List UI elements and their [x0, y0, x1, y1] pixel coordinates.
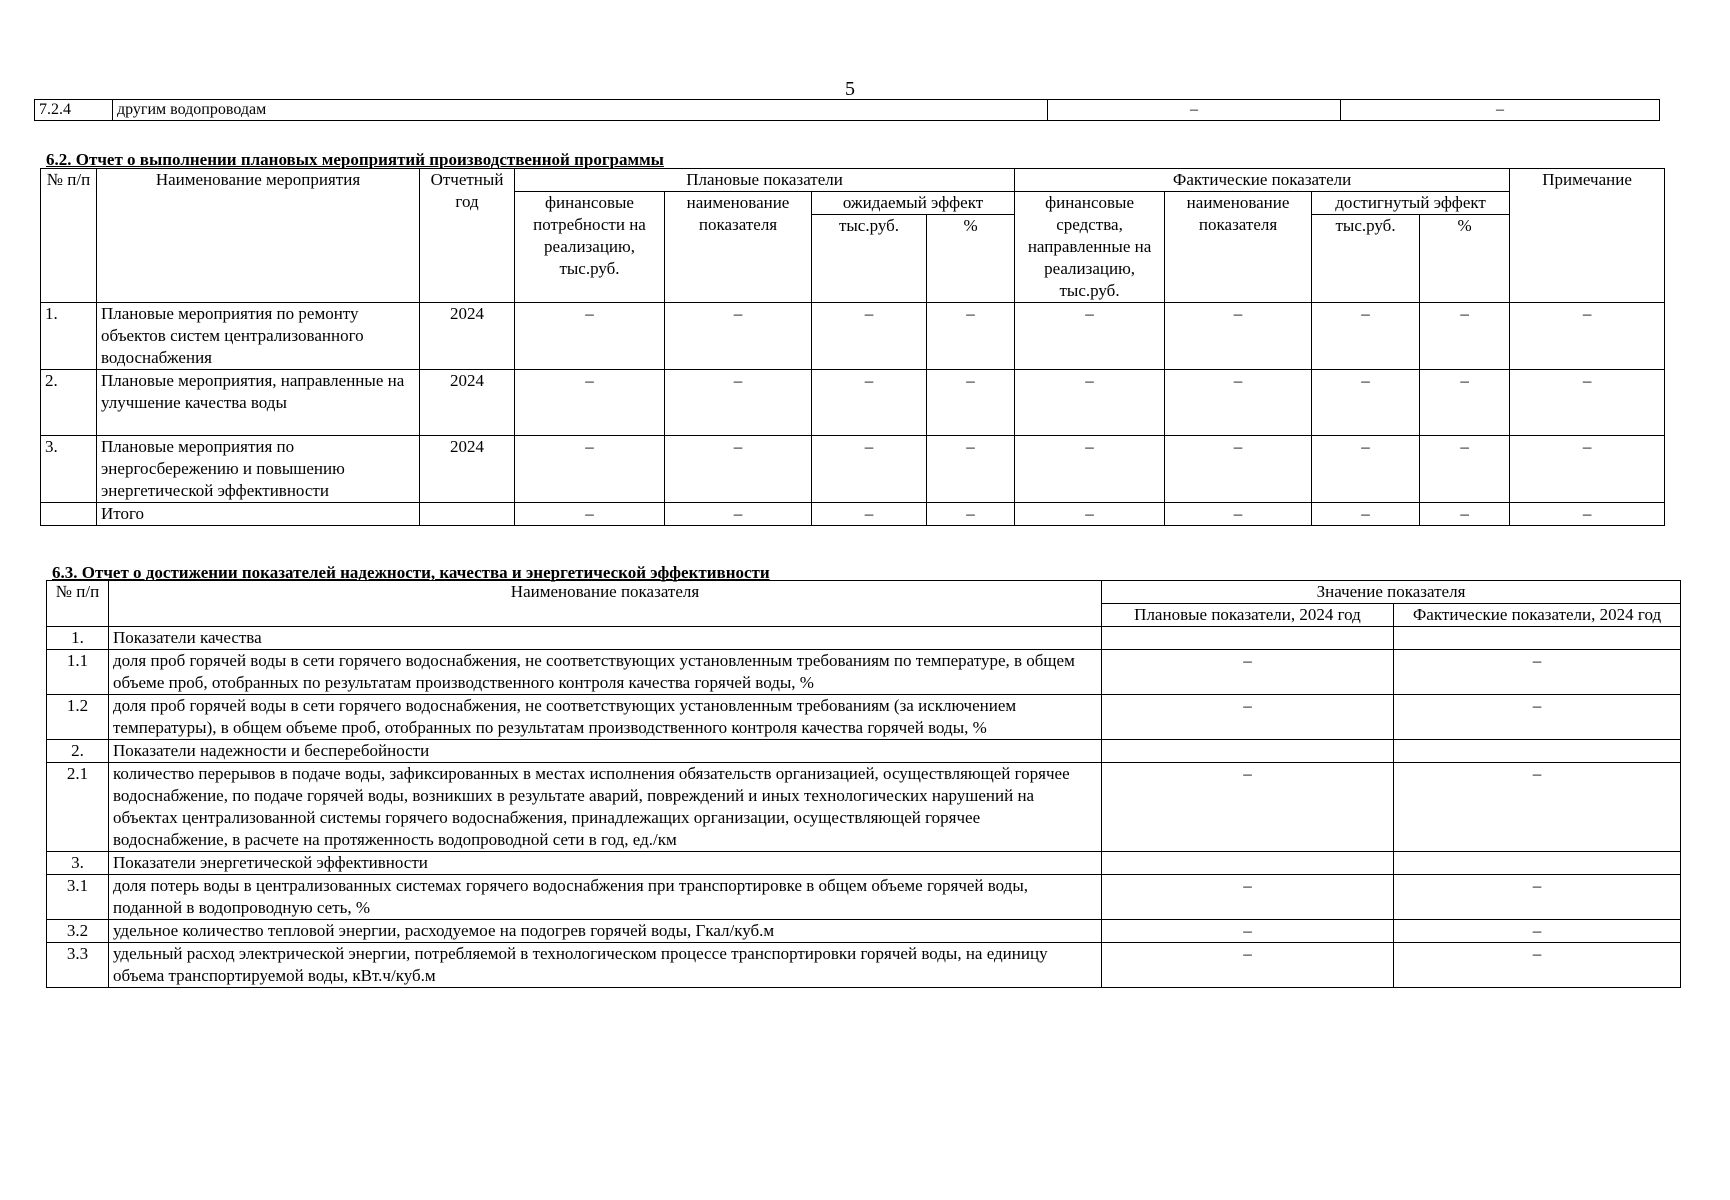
table-row [47, 695, 1681, 740]
row-number: 1. [47, 627, 109, 650]
row-value: – [665, 303, 812, 370]
header-name: Наименование показателя [109, 581, 1102, 627]
row-actual: – [1394, 650, 1681, 695]
row-value: – [927, 503, 1015, 526]
row-name: Показатели энергетической эффективности [109, 852, 1102, 875]
header-plan-ind: наименование показателя [665, 192, 812, 303]
row-number: 3.3 [47, 943, 109, 988]
row-planned: – [1102, 943, 1394, 988]
row-number: 2.1 [47, 763, 109, 852]
row-value: – [515, 503, 665, 526]
header-plan-fin: финансовые потребности на реализацию, тыс.руб. [515, 192, 665, 303]
row-name: удельный расход электрической энергии, потребляемой в технологическом процессе транспортировки горячей воды, на единицу объема транспортируемой воды, кВт.ч/куб.м [109, 943, 1102, 988]
row-actual: – [1394, 763, 1681, 852]
header-num: № п/п [47, 581, 109, 627]
row-value: – [1015, 370, 1165, 436]
header-planned: Плановые показатели [515, 169, 1015, 192]
row-value: – [1165, 370, 1312, 436]
row-year: 2024 [420, 303, 515, 370]
table-row [47, 763, 1681, 852]
row-value: – [515, 303, 665, 370]
header-plan-effect: ожидаемый эффект [812, 192, 1015, 215]
section-heading-6-3: 6.3. Отчет о достижении показателей надежности, качества и энергетической эффективности [52, 563, 770, 582]
row-value-2: – [1341, 100, 1660, 121]
row-planned: – [1102, 875, 1394, 920]
row-number: 3.2 [47, 920, 109, 943]
row-number: 1.1 [47, 650, 109, 695]
row-value: – [1165, 436, 1312, 503]
table-row [35, 100, 1660, 121]
row-value: – [927, 436, 1015, 503]
row-value: – [812, 436, 927, 503]
row-number: 1.2 [47, 695, 109, 740]
header-fact-ind: наименование показателя [1165, 192, 1312, 303]
table-planned-activities [40, 168, 1665, 526]
table-indicators [46, 580, 1681, 988]
row-actual [1394, 740, 1681, 763]
row-planned: – [1102, 695, 1394, 740]
row-value: – [812, 370, 927, 436]
header-plan-pct: % [927, 215, 1015, 303]
header-num: № п/п [41, 169, 97, 303]
row-value: – [515, 436, 665, 503]
row-number: 7.2.4 [35, 100, 113, 121]
row-number: 3. [41, 436, 97, 503]
row-value: – [1420, 303, 1510, 370]
row-actual [1394, 852, 1681, 875]
row-planned: – [1102, 650, 1394, 695]
row-name: Плановые мероприятия по энергосбережению и повышению энергетической эффективности [97, 436, 420, 503]
row-actual: – [1394, 695, 1681, 740]
table-continuation [34, 99, 1660, 121]
row-name: количество перерывов в подаче воды, зафиксированных в местах исполнения обязательств организацией, осуществляющей горячее водоснабжение, по подаче горячей воды, возникших в результате аварий, повреждений и иных технологических нарушений на объектах централизованной системы горячего водоснабжения, принадлежащих организации, осуществляющей горячее водоснабжение, в расчете на протяженность водопроводной сети в год, ед./км [109, 763, 1102, 852]
header-name: Наименование мероприятия [97, 169, 420, 303]
row-value: – [927, 370, 1015, 436]
row-value: – [812, 503, 927, 526]
header-row [47, 581, 1681, 604]
row-planned: – [1102, 920, 1394, 943]
row-planned [1102, 740, 1394, 763]
table-row [47, 920, 1681, 943]
row-value: – [1312, 370, 1420, 436]
table-row [41, 303, 1665, 370]
header-fact-effect: достигнутый эффект [1312, 192, 1510, 215]
row-value: – [1420, 503, 1510, 526]
row-value: – [1510, 303, 1665, 370]
row-year: 2024 [420, 436, 515, 503]
row-actual: – [1394, 920, 1681, 943]
row-name: удельное количество тепловой энергии, расходуемое на подогрев горячей воды, Гкал/куб.м [109, 920, 1102, 943]
row-name: Показатели качества [109, 627, 1102, 650]
header-fact-pct: % [1420, 215, 1510, 303]
header-fact-fin: финансовые средства, направленные на реализацию, тыс.руб. [1015, 192, 1165, 303]
group-row [47, 740, 1681, 763]
row-value: – [812, 303, 927, 370]
row-value: – [1510, 370, 1665, 436]
section-heading-6-2: 6.2. Отчет о выполнении плановых мероприятий производственной программы [46, 150, 664, 169]
header-plan-rub: тыс.руб. [812, 215, 927, 303]
row-value: – [1312, 503, 1420, 526]
header-actual: Фактические показатели [1015, 169, 1510, 192]
header-note: Примечание [1510, 169, 1665, 303]
row-actual: – [1394, 943, 1681, 988]
header-value: Значение показателя [1102, 581, 1681, 604]
row-year [420, 503, 515, 526]
row-name: Плановые мероприятия по ремонту объектов систем централизованного водоснабжения [97, 303, 420, 370]
row-actual [1394, 627, 1681, 650]
table-row [47, 650, 1681, 695]
row-name: Показатели надежности и бесперебойности [109, 740, 1102, 763]
table-row [41, 436, 1665, 503]
row-value: – [1015, 436, 1165, 503]
row-value: – [1015, 503, 1165, 526]
table-body [47, 627, 1681, 988]
row-value: – [1420, 436, 1510, 503]
group-row [47, 852, 1681, 875]
row-value: – [1510, 436, 1665, 503]
row-name: доля проб горячей воды в сети горячего водоснабжения, не соответствующих установленным требованиям по температуре, в общем объеме проб, отобранных по результатам производственного контроля качества горячей воды, % [109, 650, 1102, 695]
row-value: – [1165, 503, 1312, 526]
row-value: – [1510, 503, 1665, 526]
table-row [41, 370, 1665, 436]
row-value: – [665, 503, 812, 526]
row-planned: – [1102, 763, 1394, 852]
header-row [41, 169, 1665, 192]
row-number [41, 503, 97, 526]
row-name: другим водопроводам [113, 100, 1048, 121]
table-row [47, 943, 1681, 988]
group-row [47, 627, 1681, 650]
row-planned [1102, 627, 1394, 650]
row-value: – [1165, 303, 1312, 370]
row-value: – [515, 370, 665, 436]
row-value: – [1312, 303, 1420, 370]
row-number: 1. [41, 303, 97, 370]
row-value: – [927, 303, 1015, 370]
row-name: доля потерь воды в централизованных системах горячего водоснабжения при транспортировке в общем объеме горячей воды, поданной в водопроводную сеть, % [109, 875, 1102, 920]
row-number: 2. [41, 370, 97, 436]
header-fact-rub: тыс.руб. [1312, 215, 1420, 303]
row-year: 2024 [420, 370, 515, 436]
row-number: 3. [47, 852, 109, 875]
table-body [41, 303, 1665, 526]
row-value: – [1312, 436, 1420, 503]
header-year: Отчетный год [420, 169, 515, 303]
row-value: – [1420, 370, 1510, 436]
table-row [41, 503, 1665, 526]
row-number: 3.1 [47, 875, 109, 920]
row-value-1: – [1048, 100, 1341, 121]
row-name: Итого [97, 503, 420, 526]
header-planned: Плановые показатели, 2024 год [1102, 604, 1394, 627]
row-value: – [665, 370, 812, 436]
page-number: 5 [845, 78, 855, 100]
row-actual: – [1394, 875, 1681, 920]
header-actual: Фактические показатели, 2024 год [1394, 604, 1681, 627]
row-name: доля проб горячей воды в сети горячего водоснабжения, не соответствующих установленным требованиям (за исключением температуры), в общем объеме проб, отобранных по результатам производственного контроля качества горячей воды, % [109, 695, 1102, 740]
row-value: – [665, 436, 812, 503]
row-name: Плановые мероприятия, направленные на улучшение качества воды [97, 370, 420, 436]
row-planned [1102, 852, 1394, 875]
table-row [47, 875, 1681, 920]
row-number: 2. [47, 740, 109, 763]
row-value: – [1015, 303, 1165, 370]
